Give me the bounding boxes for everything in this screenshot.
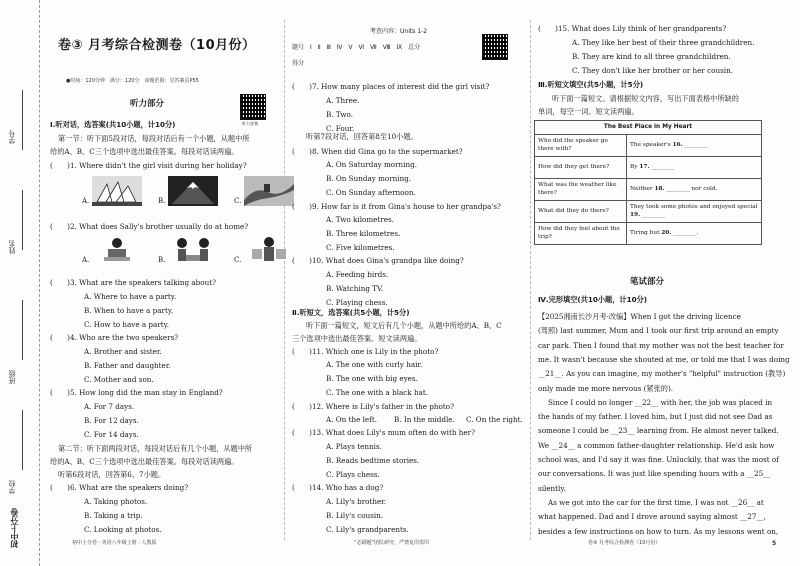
q1-pictures bbox=[82, 176, 320, 206]
footer-left: 初中上分卷 · 英语八年级上册 · 人教版 bbox=[72, 540, 157, 546]
part3-intro: 听下面一篇短文。请根据短文内容，写出下面表格中所缺的 bbox=[552, 94, 739, 103]
question-3: ( )3. What are the speakers talking about? bbox=[50, 278, 216, 287]
score-row: 题号 Ⅰ Ⅱ Ⅲ Ⅳ Ⅴ Ⅵ Ⅶ Ⅷ Ⅸ 总分 bbox=[292, 44, 421, 51]
great-wall-picture[interactable]: C. bbox=[244, 176, 294, 206]
fill-table bbox=[534, 120, 762, 245]
opera-house-picture[interactable]: A. bbox=[92, 176, 142, 206]
spine-fill-line bbox=[22, 90, 23, 150]
question-12: ( )12. Where is Lily's father in the photo? bbox=[292, 402, 454, 411]
cloze-line: our conversations. It was just like spending hours with a __25__ bbox=[538, 469, 771, 479]
part3-title: Ⅲ.听短文填空(共5小题，计5分) bbox=[538, 80, 644, 89]
question-6: ( )6. What are the speakers doing? bbox=[50, 483, 189, 492]
question-4: ( )4. Who are the two speakers? bbox=[50, 333, 179, 342]
opera-house-icon bbox=[92, 176, 142, 206]
q13-option-c: C. Plays chess. bbox=[326, 470, 380, 479]
q5-option-b: B. For 12 days. bbox=[84, 416, 139, 425]
spine-fill-line bbox=[22, 410, 23, 470]
cloze-line: We __24__ a common father-daughter relationship. He'd ask how bbox=[538, 440, 775, 450]
qr-caption: 听力音频 bbox=[242, 121, 258, 126]
spine-fill-line bbox=[22, 190, 23, 250]
exam-meta: ●时间：120分钟 满分：120分 命题范围：见答案页P55 bbox=[66, 78, 199, 84]
q9-option-c: C. Five kilometres. bbox=[326, 243, 395, 252]
q10-option-a: A. Feeding birds. bbox=[326, 270, 389, 279]
cloze-line: 【2025湘南长沙月考·改编】When I got the driving licence bbox=[538, 312, 741, 321]
chess-picture[interactable]: B. bbox=[168, 235, 218, 265]
table-title: The Best Place in My Heart bbox=[535, 121, 762, 135]
q11-option-a: A. The one with curly hair. bbox=[326, 360, 423, 369]
q4-option-a: A. Brother and sister. bbox=[84, 347, 162, 356]
q12-option-a: A. On the left. bbox=[326, 415, 378, 424]
table-row: What did they do there? They took some photos and enjoyed special 19. ________ bbox=[535, 201, 762, 223]
spine-label-id: 学号 bbox=[8, 130, 16, 144]
part2-intro: 三个选项中选出最佳答案。短文读两遍。 bbox=[292, 334, 422, 343]
cloze-line: what happened. Dad and I drove around saying almost __27__, bbox=[538, 512, 766, 522]
q15-option-c: C. They don't like her brother or her cousin. bbox=[572, 66, 734, 75]
q12-option-b: B. In the middle. bbox=[394, 415, 455, 424]
spine-label-class: 班级 bbox=[8, 370, 16, 384]
q5-option-c: C. For 14 days. bbox=[84, 430, 139, 439]
score-label: 得分 bbox=[292, 60, 305, 67]
q14-option-a: A. Lily's brother. bbox=[326, 497, 387, 506]
cloze-line: silently. bbox=[538, 483, 566, 493]
binding-spine bbox=[0, 0, 40, 566]
cloze-line: only made me more nervous (紧张的). bbox=[538, 383, 674, 393]
q13-option-b: B. Reads bedtime stories. bbox=[326, 456, 420, 465]
sec2-intro: 第二节：听下面两段对话，每段对话后有几个小题，从题中所 bbox=[58, 444, 253, 453]
question-14: ( )14. Who has a dog? bbox=[292, 483, 384, 492]
part1-intro: 给的A、B、C三个选项中选出最佳答案。每段对话读两遍。 bbox=[50, 147, 239, 156]
reading-boy-icon bbox=[92, 235, 142, 265]
question-7: ( )7. How many places of interest did the girl visit? bbox=[292, 82, 490, 91]
part4-title: Ⅳ.完形填空(共10小题，计10分) bbox=[538, 295, 648, 304]
q4-option-b: B. Father and daughter. bbox=[84, 361, 171, 370]
q15-option-b: B. They are kind to all three grandchildren. bbox=[572, 52, 731, 61]
q3-option-b: B. When to have a party. bbox=[84, 306, 174, 315]
q9-option-a: A. Two kilometres. bbox=[326, 215, 394, 224]
qr-code-icon[interactable] bbox=[240, 94, 266, 120]
exam-scope: 考查内容：Units 1-2 bbox=[370, 28, 428, 35]
q6-option-b: B. Taking a trip. bbox=[84, 511, 143, 520]
q5-option-a: A. For 7 days. bbox=[84, 402, 135, 411]
sec2-intro: 给的A、B、C三个选项中选出最佳答案。每段对话读两遍。 bbox=[50, 457, 239, 466]
sec2-intro: 听第6段对话，回答第6、7小题。 bbox=[58, 470, 166, 479]
chess-players-icon bbox=[168, 235, 218, 265]
q9-option-b: B. Three kilometres. bbox=[326, 229, 401, 238]
cloze-line: besides a few instructions on how to turn. As my lessons went on, bbox=[538, 526, 779, 536]
cloze-line: the hands of my father. I loved him, but I just did not see Dad as bbox=[538, 412, 773, 422]
listening-heading: 听力部分 bbox=[130, 99, 165, 109]
question-10: ( )10. What does Gina's grandpa like doing? bbox=[292, 256, 464, 265]
q10-option-c: C. Playing chess. bbox=[326, 298, 388, 307]
q12-option-c: C. On the right. bbox=[466, 415, 523, 424]
part2-title: Ⅱ.听短文，选答案(共5小题，计5分) bbox=[292, 308, 410, 317]
q4-option-c: C. Mother and son. bbox=[84, 375, 154, 384]
column-divider bbox=[530, 20, 531, 540]
q14-option-b: B. Lily's cousin. bbox=[326, 511, 384, 520]
table-row: What was the weather like there? Neither 18. ________ nor cold. bbox=[535, 179, 762, 201]
cloze-line: Since I could no longer __22__ with her, the job was placed in bbox=[548, 397, 773, 407]
spine-fill-line bbox=[22, 300, 23, 360]
part2-intro: 听下面一篇短文，短文后有几个小题，从题中所给的A、B、C bbox=[306, 321, 502, 330]
footer-right: 卷③ 月考综合检测卷（10月份） bbox=[588, 540, 661, 546]
writing-heading: 笔试部分 bbox=[630, 277, 665, 287]
q3-option-a: A. Where to have a party. bbox=[84, 292, 177, 301]
part3-intro: 单词，每空一词。短文读两遍。 bbox=[538, 107, 639, 116]
q11-option-c: C. The one with a black hat. bbox=[326, 388, 429, 397]
footer-mid: “必刷题”团队研究，严禁复印盗印 bbox=[354, 540, 430, 546]
mount-fuji-picture[interactable]: B. bbox=[168, 176, 218, 206]
question-9: ( )9. How far is it from Gina's house to her grandpa's? bbox=[292, 202, 501, 211]
spine-label-name: 姓名 bbox=[8, 240, 16, 254]
table-row: How did they feel about the trip? Tiring but 20. ________. bbox=[535, 223, 762, 245]
cloze-line: As we got into the car for the first time, I was not __26__ at bbox=[548, 497, 764, 507]
q7-option-b: B. Two. bbox=[326, 110, 354, 119]
question-5: ( )5. How long did the man stay in England? bbox=[50, 388, 223, 397]
spine-badge: 初中上分卷 bbox=[10, 508, 19, 548]
question-8: ( )8. When did Gina go to the supermarket? bbox=[292, 147, 463, 156]
question-1: ( )1. Where didn't the girl visit during her holiday? bbox=[50, 161, 247, 170]
table-row: Who did the speaker go there with? The speaker's 16. ________ bbox=[535, 135, 762, 157]
question-15: ( )15. What does Lily think of her grandparents? bbox=[538, 24, 727, 33]
q14-option-c: C. Lily's grandparents. bbox=[326, 525, 409, 534]
q15-option-a: A. They like her best of their three grandchildren. bbox=[572, 38, 755, 47]
qr-code-icon[interactable] bbox=[482, 34, 508, 60]
shopping-picture[interactable]: C. bbox=[244, 235, 294, 265]
q8-option-b: B. On Sunday morning. bbox=[326, 174, 412, 183]
mountain-icon bbox=[168, 176, 218, 206]
part1-intro: 第一节：听下面5段对话，每段对话后有一个小题，从题中所 bbox=[58, 134, 250, 143]
cloze-line: school was, and I'd say it was fine. Unluckily, that was the most of bbox=[538, 455, 779, 464]
cloze-line: car park. Then I found that my mother was not the best teacher for bbox=[538, 340, 784, 350]
q7-option-a: A. Three. bbox=[326, 96, 360, 105]
reading-picture[interactable]: A. bbox=[92, 235, 142, 265]
cloze-line: (驾照) last summer, Mum and I took our first trip around an empty bbox=[538, 326, 779, 336]
cloze-line: __21__. As you can imagine, my mother's "helpful" instruction (教导) bbox=[538, 369, 786, 379]
question-2: ( )2. What does Sally's brother usually do at home? bbox=[50, 222, 249, 231]
q6-option-c: C. Looking at photos. bbox=[84, 525, 162, 534]
intro-q8: 听第7段对话，回答第8至10小题。 bbox=[306, 132, 418, 141]
cloze-line: me. It wasn't because she shouted at me, or told me that I was doing bbox=[538, 354, 790, 364]
column-divider bbox=[284, 20, 285, 540]
q8-option-c: C. On Sunday afternoon. bbox=[326, 188, 416, 197]
part1-title: Ⅰ.听对话，选答案(共10小题，计10分) bbox=[50, 120, 176, 129]
great-wall-icon bbox=[244, 176, 294, 206]
q8-option-a: A. On Saturday morning. bbox=[326, 160, 417, 169]
spine-label-school: 学校 bbox=[8, 480, 16, 494]
page-number: 5 bbox=[772, 540, 777, 547]
q7-option-c: C. Four. bbox=[326, 124, 355, 133]
q10-option-b: B. Watching TV. bbox=[326, 284, 384, 293]
shopping-boy-icon bbox=[244, 235, 294, 265]
q6-option-a: A. Taking photos. bbox=[84, 497, 148, 506]
q3-option-c: C. How to have a party. bbox=[84, 320, 170, 329]
q2-pictures bbox=[82, 235, 320, 265]
table-row: How did they get there? By 17. ________ bbox=[535, 157, 762, 179]
cloze-line: someone I could be __23__ learning from. He almost never talked. bbox=[538, 426, 779, 436]
exam-title: 卷③ 月考综合检测卷（10月份） bbox=[58, 38, 256, 53]
question-11: ( )11. Which one is Lily in the photo? bbox=[292, 347, 439, 356]
q13-option-a: A. Plays tennis. bbox=[326, 442, 382, 451]
question-13: ( )13. What does Lily's mum often do with her? bbox=[292, 428, 475, 437]
q11-option-b: B. The one with big eyes. bbox=[326, 374, 418, 383]
